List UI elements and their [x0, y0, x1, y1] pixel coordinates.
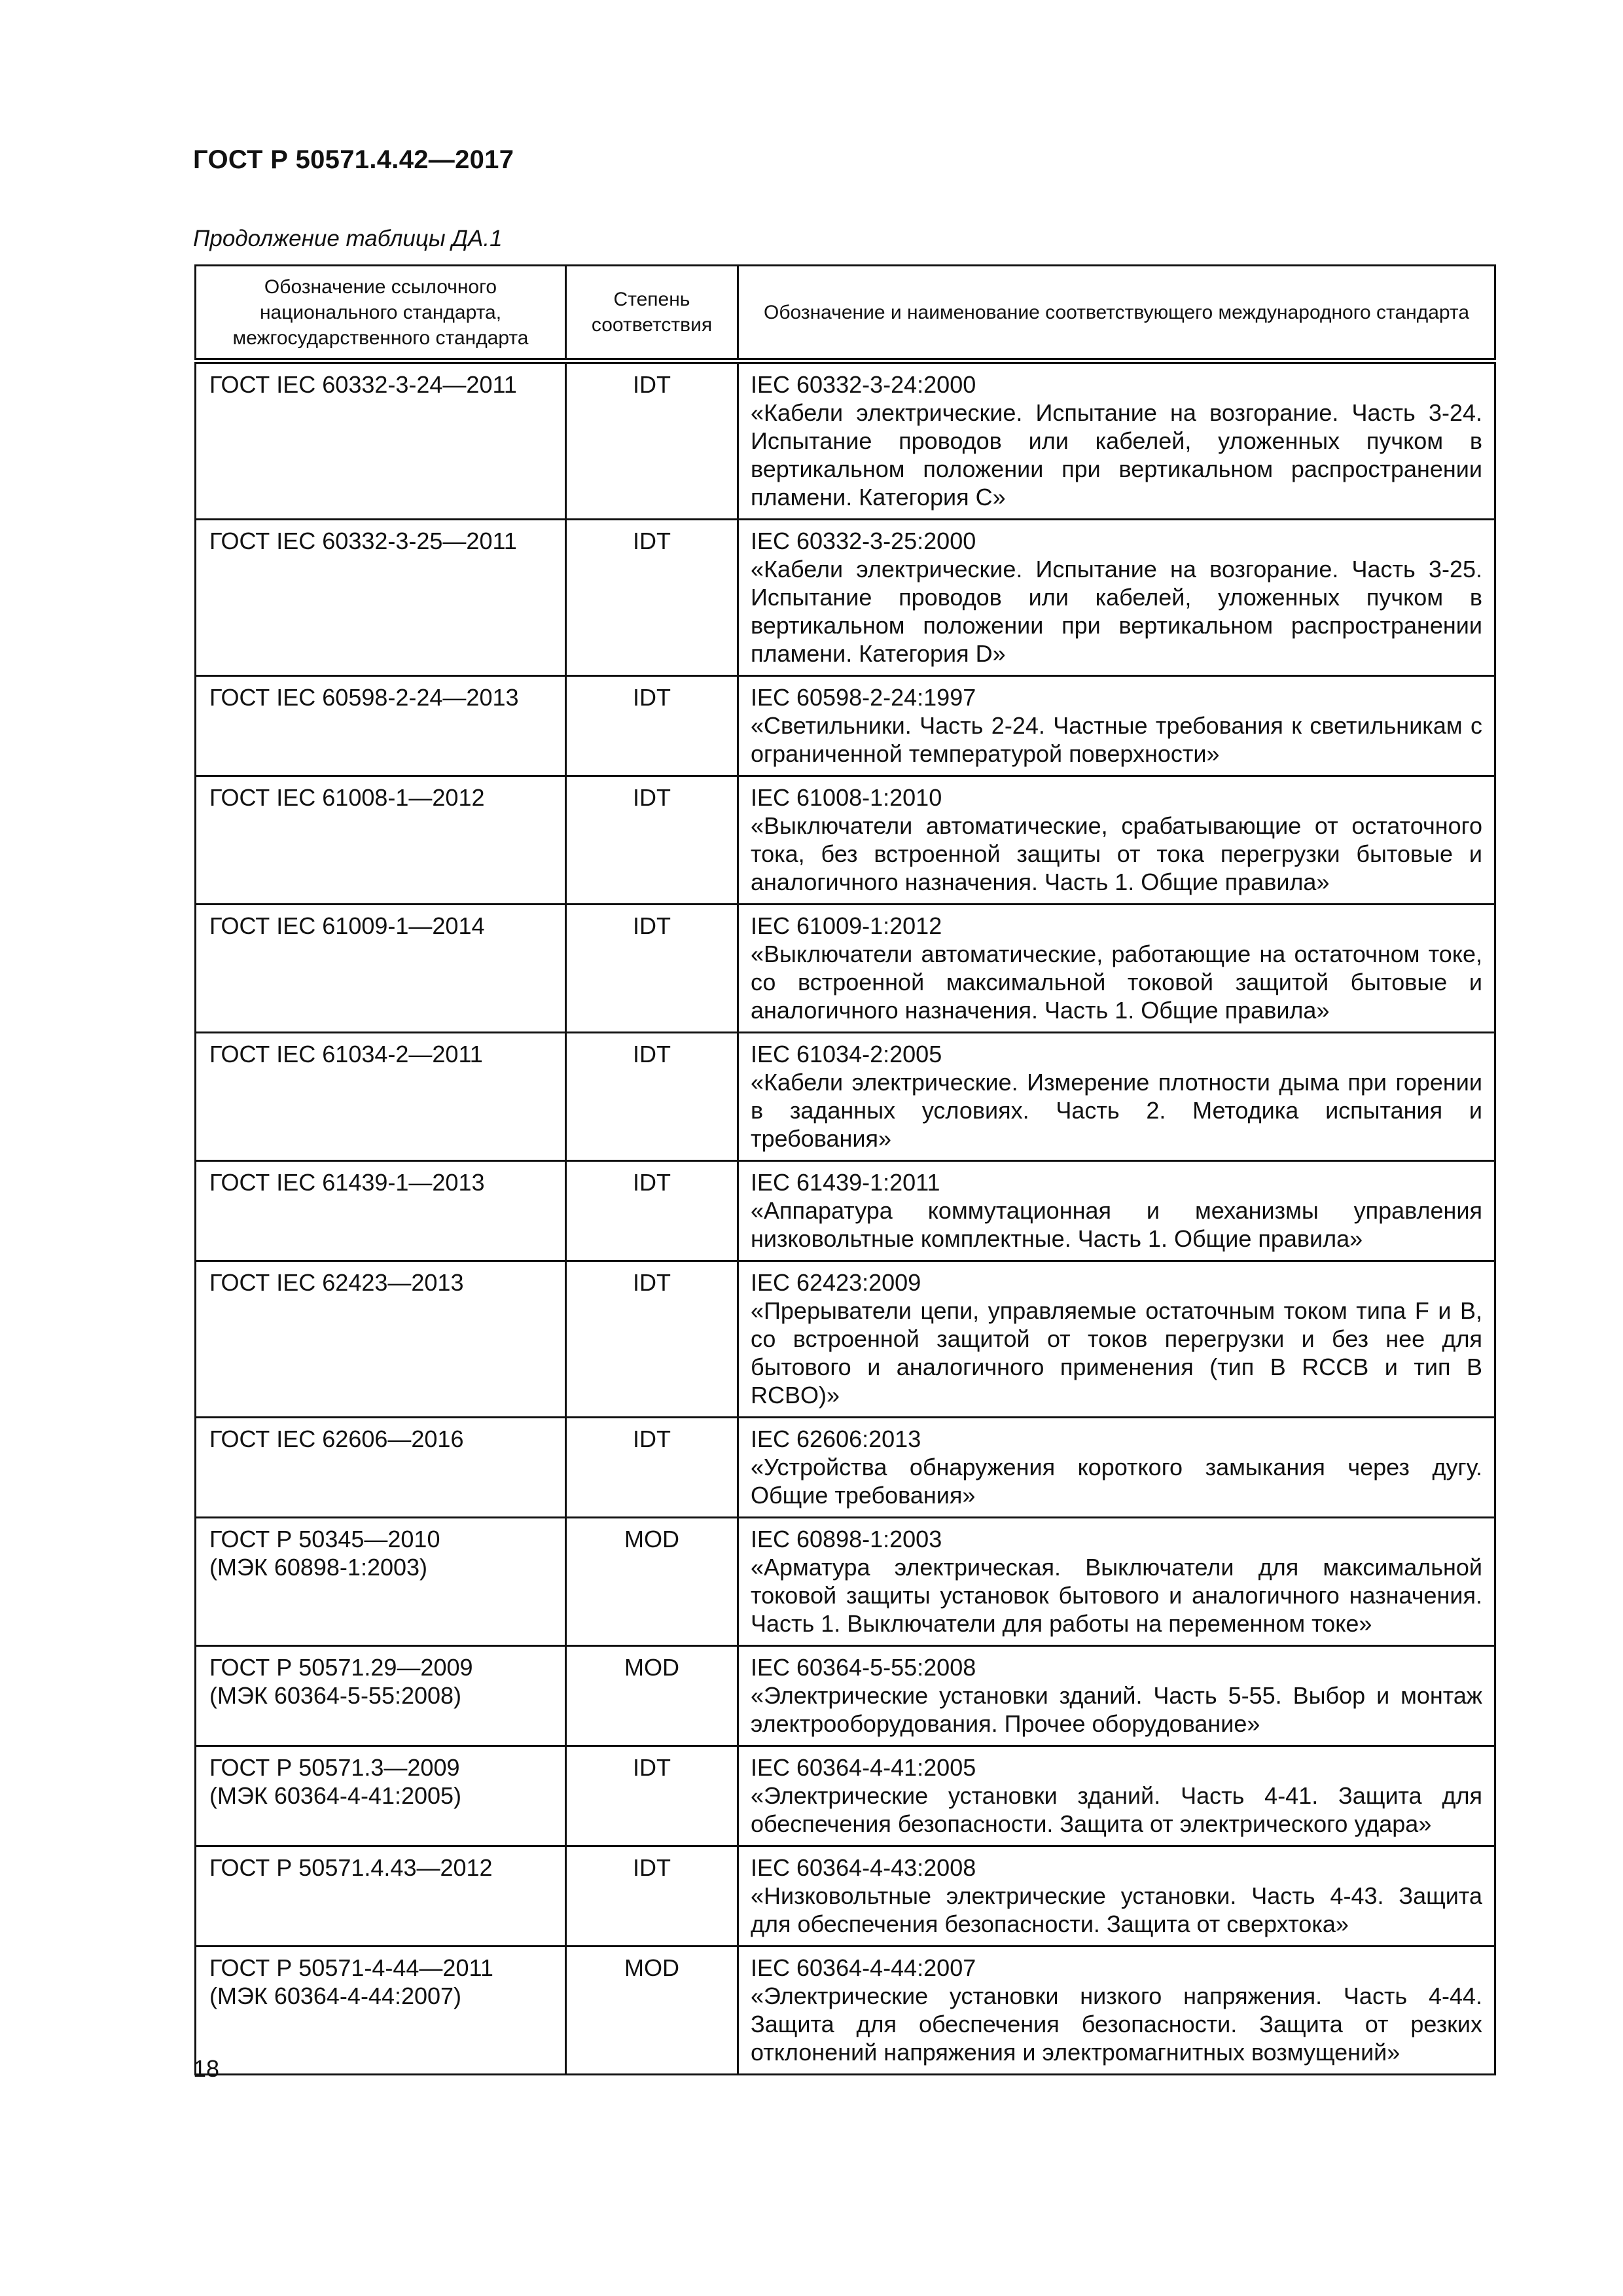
international-standard-cell — [738, 1518, 1495, 1646]
international-standard-title: «Низковольтные электрические установки. Часть 4-43. Защита для обеспечения безопасности. Защита от сверхтока» — [751, 1882, 1482, 1937]
international-standard-title: «Кабели электрические. Испытание на возгорание. Часть 3-25. Испытание проводов или кабелей, уложенных пучком в вертикальном положении при вертикальном распространении пламени. Категория D» — [751, 556, 1482, 667]
international-standard-code: IEC 60364-4-41:2005 — [751, 1754, 976, 1781]
degree-cell: IDT — [566, 361, 738, 520]
table-row — [196, 905, 1495, 1033]
degree-cell: IDT — [566, 1261, 738, 1418]
table-row — [196, 1946, 1495, 2075]
national-standard-code: ГОСТ IEC 61009-1—2014 — [209, 912, 485, 939]
degree-cell: IDT — [566, 1846, 738, 1946]
international-standard-cell — [738, 1161, 1495, 1261]
degree-cell: IDT — [566, 905, 738, 1033]
national-standard-code: ГОСТ IEC 60332-3-25—2011 — [209, 528, 517, 554]
international-standard-code: IEC 62423:2009 — [751, 1269, 921, 1296]
header-international-standard: Обозначение и наименование соответствующего международного стандарта — [738, 266, 1495, 361]
degree-cell: IDT — [566, 1161, 738, 1261]
international-standard-code: IEC 61008-1:2010 — [751, 784, 942, 811]
international-standard-code: IEC 60332-3-25:2000 — [751, 528, 976, 554]
national-standard-code: ГОСТ IEC 61008-1—2012 — [209, 784, 485, 811]
international-standard-title: «Кабели электрические. Испытание на возгорание. Часть 3-24. Испытание проводов или кабелей, уложенных пучком в вертикальном положении при вертикальном распространении пламени. Категория С» — [751, 399, 1482, 511]
international-standard-title: «Выключатели автоматические, срабатывающие от остаточного тока, без встроенной защиты от тока перегрузки бытовые и аналогичного назначения. Часть 1. Общие правила» — [751, 812, 1482, 895]
national-standard-reference: (МЭК 60364-4-41:2005) — [209, 1782, 462, 1809]
international-standard-title: «Электрические установки зданий. Часть 5-55. Выбор и монтаж электрооборудования. Прочее оборудование» — [751, 1682, 1482, 1737]
table-row — [196, 1646, 1495, 1746]
national-standard-cell — [196, 905, 566, 1033]
international-standard-cell — [738, 520, 1495, 676]
table-row — [196, 1846, 1495, 1946]
degree-cell: IDT — [566, 520, 738, 676]
table-row — [196, 1033, 1495, 1161]
international-standard-code: IEC 60598-2-24:1997 — [751, 684, 976, 711]
international-standard-code: IEC 61439-1:2011 — [751, 1169, 940, 1196]
international-standard-title: «Прерыватели цепи, управляемые остаточным током типа F и B, со встроенной защитой от токов перегрузки и без нее для бытового и аналогичного применения (тип B RCCB и тип B RCBO)» — [751, 1297, 1482, 1408]
international-standard-cell — [738, 1418, 1495, 1518]
national-standard-cell — [196, 1846, 566, 1946]
national-standard-reference: (МЭК 60364-5-55:2008) — [209, 1682, 462, 1709]
standards-table-container — [194, 264, 1494, 2075]
national-standard-cell — [196, 776, 566, 905]
national-standard-code: ГОСТ IEC 62423—2013 — [209, 1269, 464, 1296]
national-standard-cell — [196, 361, 566, 520]
international-standard-code: IEC 60364-4-43:2008 — [751, 1854, 976, 1881]
table-header — [196, 266, 1495, 361]
table-row — [196, 1418, 1495, 1518]
international-standard-title: «Выключатели автоматические, работающие на остаточном токе, со встроенной максимальной токовой защитой бытовые и аналогичного назначения. Часть 1. Общие правила» — [751, 941, 1482, 1024]
national-standard-code: ГОСТ IEC 61034-2—2011 — [209, 1041, 483, 1067]
degree-cell: IDT — [566, 1033, 738, 1161]
table-row — [196, 676, 1495, 776]
international-standard-cell — [738, 1746, 1495, 1846]
national-standard-code: ГОСТ Р 50571.4.43—2012 — [209, 1854, 493, 1881]
national-standard-code: ГОСТ IEC 60332-3-24—2011 — [209, 371, 517, 398]
national-standard-cell — [196, 1418, 566, 1518]
document-code: ГОСТ Р 50571.4.42—2017 — [193, 145, 514, 174]
international-standard-cell — [738, 361, 1495, 520]
national-standard-cell — [196, 1161, 566, 1261]
international-standard-title: «Кабели электрические. Измерение плотности дыма при горении в заданных условиях. Часть 2. Методика испытания и требования» — [751, 1069, 1482, 1152]
international-standard-code: IEC 62606:2013 — [751, 1426, 921, 1452]
table-row — [196, 1518, 1495, 1646]
international-standard-code: IEC 60332-3-24:2000 — [751, 371, 976, 398]
table-row — [196, 1746, 1495, 1846]
national-standard-cell — [196, 676, 566, 776]
national-standard-cell — [196, 1518, 566, 1646]
degree-cell: IDT — [566, 1746, 738, 1846]
international-standard-title: «Электрические установки зданий. Часть 4-41. Защита для обеспечения безопасности. Защита от электрического удара» — [751, 1782, 1482, 1837]
national-standard-reference: (МЭК 60364-4-44:2007) — [209, 1982, 462, 2009]
international-standard-code: IEC 61009-1:2012 — [751, 912, 942, 939]
degree-cell: IDT — [566, 776, 738, 905]
international-standard-code: IEC 60364-5-55:2008 — [751, 1654, 976, 1681]
international-standard-cell — [738, 905, 1495, 1033]
international-standard-title: «Устройства обнаружения короткого замыкания через дугу. Общие требования» — [751, 1454, 1482, 1509]
national-standard-cell — [196, 520, 566, 676]
table-row — [196, 1161, 1495, 1261]
national-standard-reference: (МЭК 60898-1:2003) — [209, 1554, 428, 1581]
national-standard-cell — [196, 1746, 566, 1846]
table-body — [196, 361, 1495, 2075]
degree-cell: MOD — [566, 1946, 738, 2075]
international-standard-code: IEC 61034-2:2005 — [751, 1041, 942, 1067]
table-row — [196, 361, 1495, 520]
national-standard-code: ГОСТ Р 50345—2010 — [209, 1526, 440, 1552]
national-standard-cell — [196, 1261, 566, 1418]
national-standard-code: ГОСТ Р 50571.3—2009 — [209, 1754, 460, 1781]
degree-cell: IDT — [566, 1418, 738, 1518]
international-standard-cell — [738, 1846, 1495, 1946]
national-standard-code: ГОСТ IEC 61439-1—2013 — [209, 1169, 485, 1196]
international-standard-title: «Электрические установки низкого напряжения. Часть 4-44. Защита для обеспечения безопасности. Защита от резких отклонений напряжения и электромагнитных возмущений» — [751, 1982, 1482, 2066]
page-number: 18 — [193, 2055, 220, 2082]
national-standard-cell — [196, 1033, 566, 1161]
international-standard-cell — [738, 1946, 1495, 2075]
international-standard-cell — [738, 676, 1495, 776]
table-row — [196, 776, 1495, 905]
table-row — [196, 520, 1495, 676]
degree-cell: MOD — [566, 1518, 738, 1646]
table-row — [196, 1261, 1495, 1418]
table-header-row — [196, 266, 1495, 361]
international-standard-cell — [738, 1033, 1495, 1161]
national-standard-code: ГОСТ IEC 62606—2016 — [209, 1426, 464, 1452]
header-degree: Степень соответствия — [566, 266, 738, 361]
national-standard-code: ГОСТ Р 50571.29—2009 — [209, 1654, 473, 1681]
international-standard-code: IEC 60364-4-44:2007 — [751, 1954, 976, 1981]
international-standard-cell — [738, 776, 1495, 905]
table-caption: Продолжение таблицы ДА.1 — [193, 226, 503, 251]
national-standard-cell — [196, 1646, 566, 1746]
international-standard-cell — [738, 1646, 1495, 1746]
international-standard-cell — [738, 1261, 1495, 1418]
international-standard-title: «Арматура электрическая. Выключатели для максимальной токовой защиты установок бытового и аналогичного назначения. Часть 1. Выключатели для работы на переменном токе» — [751, 1554, 1482, 1637]
standards-table — [194, 264, 1496, 2075]
national-standard-cell — [196, 1946, 566, 2075]
degree-cell: MOD — [566, 1646, 738, 1746]
national-standard-code: ГОСТ Р 50571-4-44—2011 — [209, 1954, 493, 1981]
national-standard-code: ГОСТ IEC 60598-2-24—2013 — [209, 684, 519, 711]
degree-cell: IDT — [566, 676, 738, 776]
international-standard-code: IEC 60898-1:2003 — [751, 1526, 942, 1552]
header-national-standard: Обозначение ссылочного национального стандарта, межгосударственного стандарта — [196, 266, 566, 361]
international-standard-title: «Аппаратура коммутационная и механизмы управления низковольтные комплектные. Часть 1. Общие правила» — [751, 1197, 1482, 1252]
international-standard-title: «Светильники. Часть 2-24. Частные требования к светильникам с ограниченной температурой поверхности» — [751, 712, 1482, 767]
